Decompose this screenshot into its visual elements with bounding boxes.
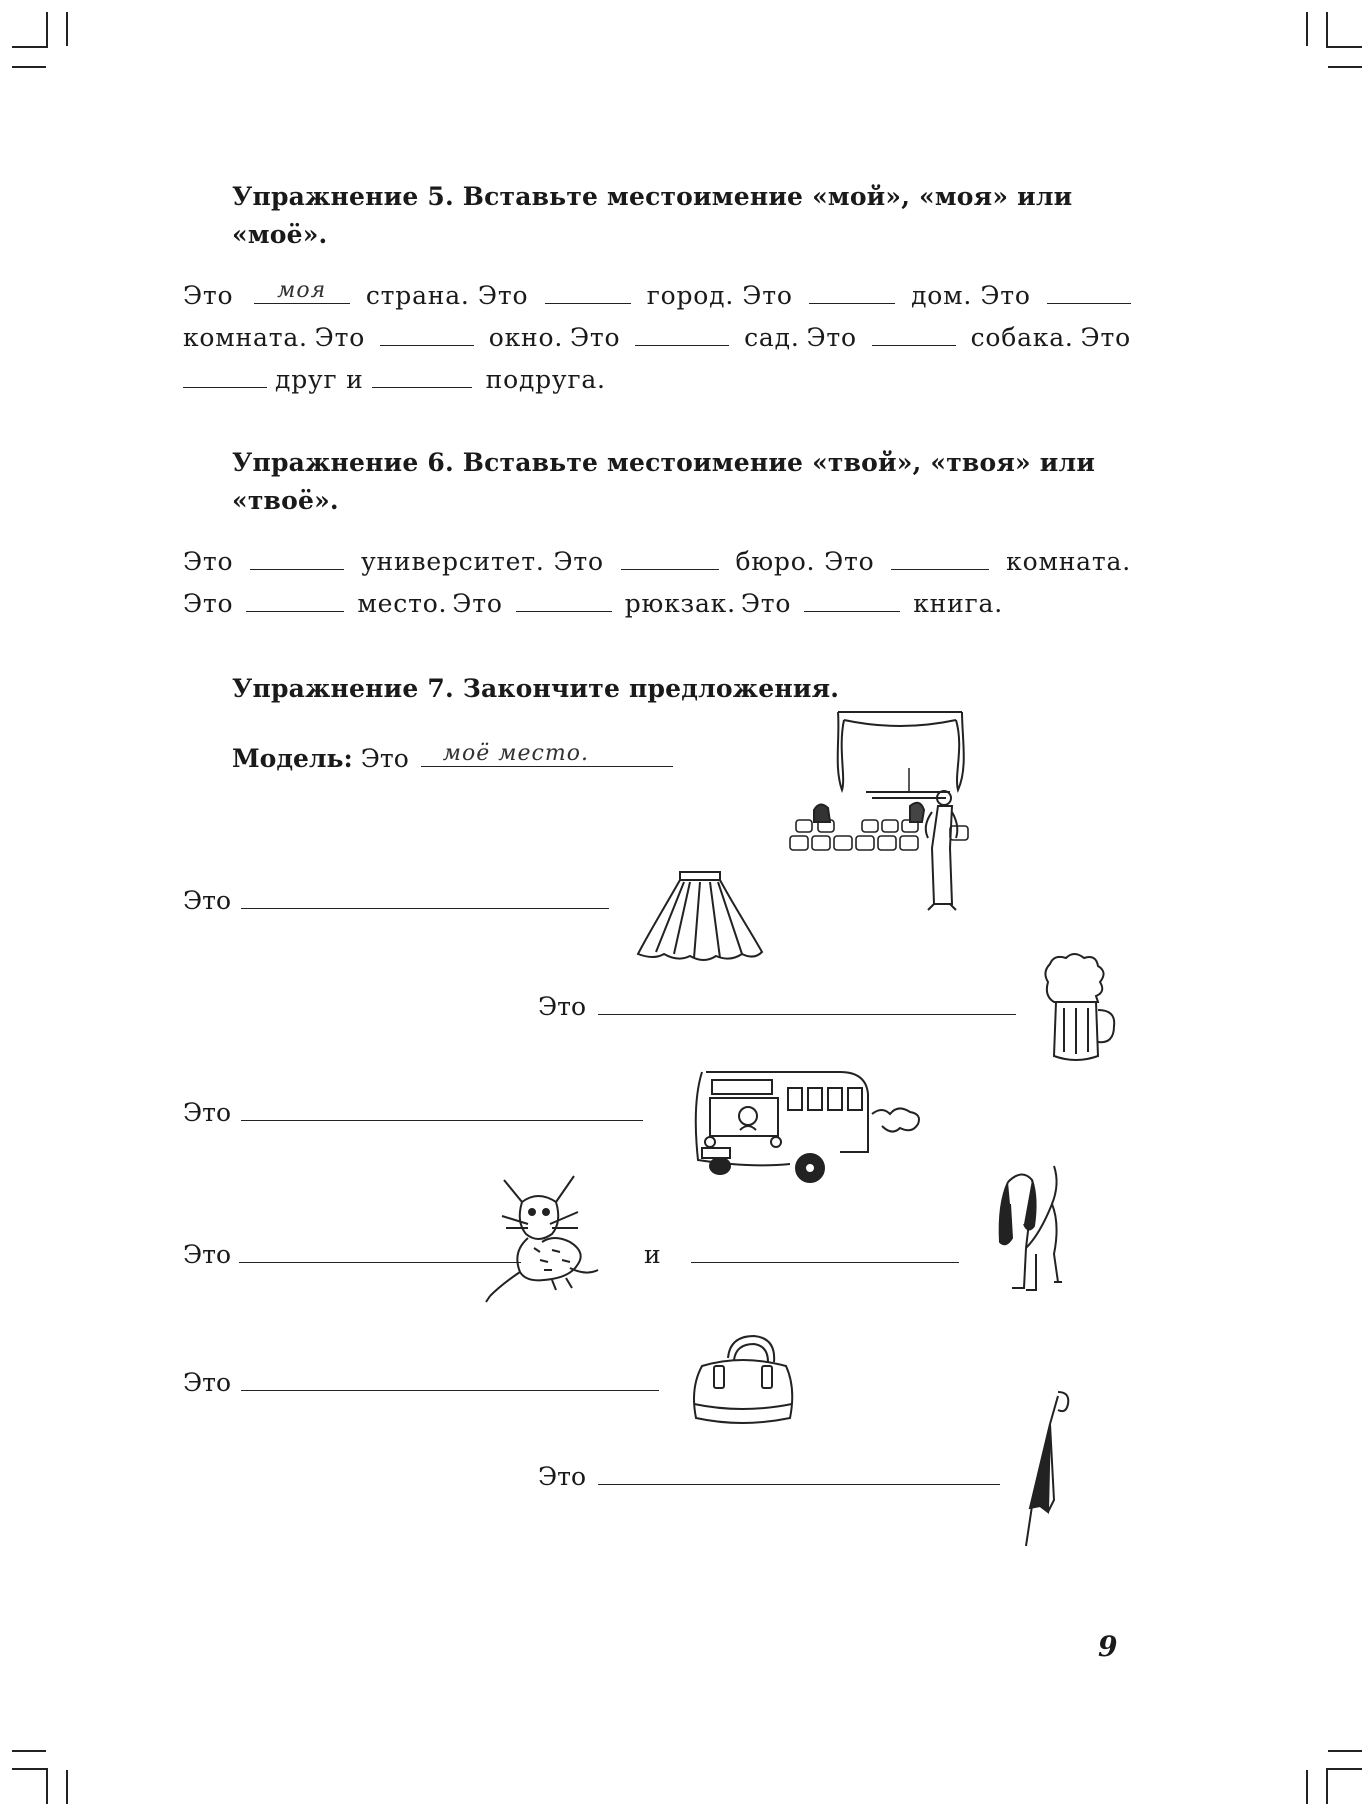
answer-blank[interactable] [241,884,609,909]
handwritten-answer: моя [277,278,327,303]
crop-mark [66,1770,68,1804]
answer-blank[interactable] [239,1238,521,1263]
crop-mark [12,46,48,48]
theatre-icon [782,708,1000,912]
crop-mark [1306,12,1308,46]
umbrella-icon [1018,1390,1074,1548]
exercise-6-line-2: Это место. Это рюкзак. Это книга. [183,584,1003,624]
crop-mark [1328,66,1362,68]
sentence-row-dog: и [644,1238,967,1272]
sentence-row-beer: Это [538,990,1024,1024]
exercise-5-line-2: комната. Это окно. Это сад. Это собака. Это [183,318,1131,358]
model-answer-blank [421,742,673,767]
sentence-row-umbrella: Это [538,1460,1008,1494]
answer-blank[interactable] [372,361,472,388]
crop-mark [66,12,68,46]
answer-blank[interactable] [545,277,631,304]
answer-blank[interactable] [872,319,956,346]
sentence-row-cat: Это [183,1238,529,1272]
answer-blank[interactable] [598,990,1016,1015]
crop-mark [1326,46,1362,48]
answer-blank[interactable] [516,585,612,612]
sentence-row-skirt: Это [183,884,617,918]
exercise-6-title: Упражнение 6. Вставьте местоимение «твой», «твоя» или «твоё». [232,448,1096,515]
answer-blank[interactable] [241,1096,643,1121]
answer-blank[interactable] [809,277,895,304]
exercise-5-title: Упражнение 5. Вставьте местоимение «мой», «моя» или «моё». [232,182,1073,249]
crop-mark [46,12,48,46]
answer-blank[interactable] [1047,277,1131,304]
answer-blank[interactable] [241,1366,659,1391]
skirt-icon [634,868,766,964]
crop-mark [46,1770,48,1804]
dog-icon [996,1164,1064,1298]
crop-mark [1328,1750,1362,1752]
answer-blank[interactable] [254,277,350,304]
answer-blank[interactable] [804,585,900,612]
answer-blank[interactable] [183,361,267,388]
answer-blank[interactable] [621,543,719,570]
answer-blank[interactable] [691,1238,959,1263]
exercise-7-title: Упражнение 7. Закончите предложения. [232,674,840,703]
bus-icon [690,1064,926,1190]
crop-mark [12,1750,46,1752]
exercise-6-line-1: Это университет. Это бюро. Это комната. [183,542,1131,582]
sentence-row-bus: Это [183,1096,651,1130]
answer-blank[interactable] [891,543,989,570]
handwritten-answer: моё место. [442,741,589,766]
cat-icon [482,1172,628,1304]
model-label: Модель: [232,744,353,773]
crop-mark [1326,1770,1328,1804]
page-number: 9 [1098,1630,1118,1663]
crop-mark [12,1768,48,1770]
crop-mark [1326,1768,1362,1770]
exercise-5-line-1: Это моя страна. Это город. Это дом. Это [183,276,1131,316]
answer-blank[interactable] [380,319,474,346]
sentence-row-bag: Это [183,1366,667,1400]
answer-blank[interactable] [246,585,344,612]
answer-blank[interactable] [598,1460,1000,1485]
exercise-5-line-3: друг и подруга. [183,360,1131,400]
beer-mug-icon [1040,952,1118,1064]
crop-mark [1326,12,1328,46]
crop-mark [12,66,46,68]
answer-blank[interactable] [635,319,729,346]
answer-blank[interactable] [250,543,344,570]
crop-mark [1306,1770,1308,1804]
bag-icon [688,1332,798,1426]
model-row: Модель: Это моё место. [232,742,681,776]
